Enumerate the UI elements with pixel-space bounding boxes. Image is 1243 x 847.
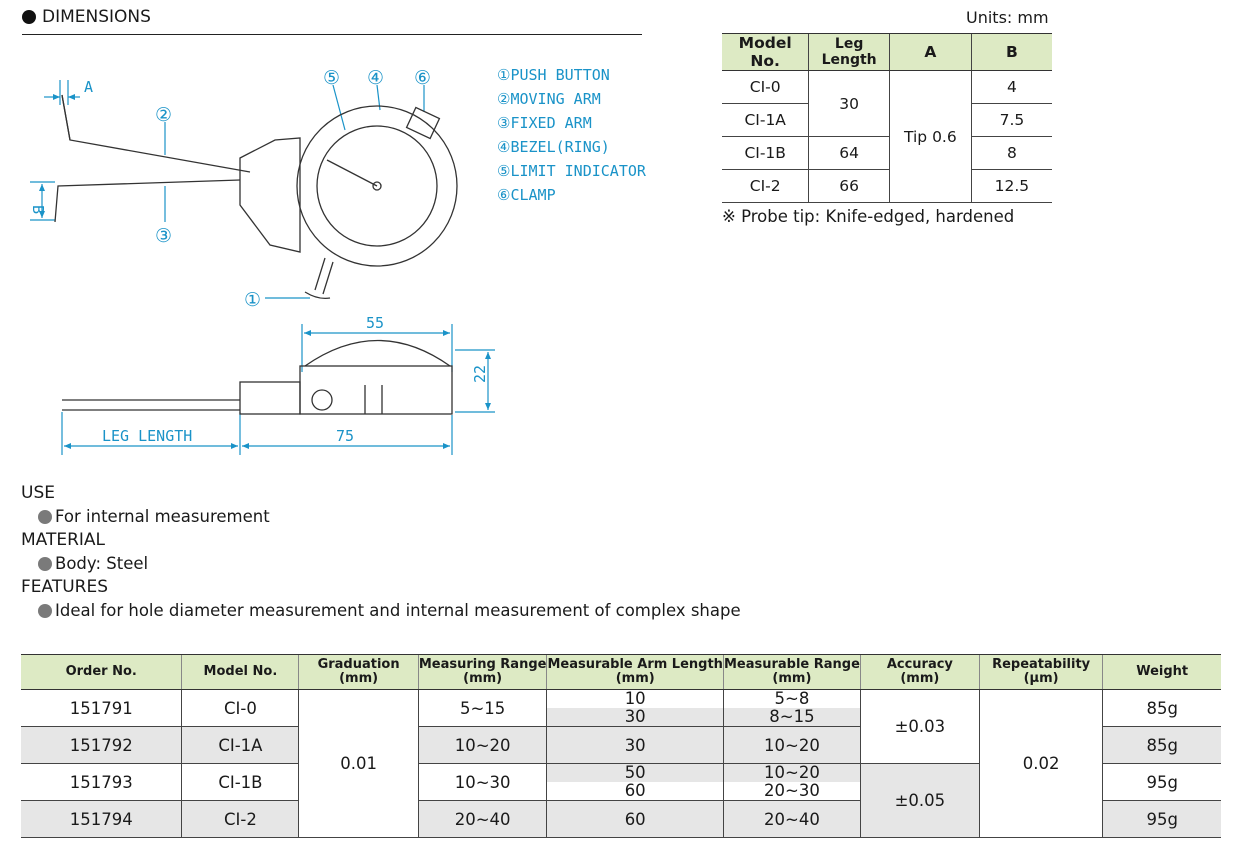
- section-material: MATERIAL: [21, 530, 106, 550]
- cell: 64: [809, 137, 890, 170]
- col-header: Model No.: [722, 34, 809, 71]
- col-header: Accuracy (mm): [860, 655, 979, 690]
- legend-clamp: ⑥CLAMP: [497, 186, 556, 204]
- leg-length-label: LEG LENGTH: [102, 427, 193, 445]
- col-header: Measurable Range (mm): [723, 655, 860, 690]
- callout-4: ④: [367, 67, 385, 89]
- cell: 151791: [21, 690, 182, 727]
- cell: CI-2: [182, 801, 299, 838]
- cell: CI-1B: [182, 764, 299, 801]
- col-header: Weight: [1103, 655, 1221, 690]
- legend-limit-indicator: ⑤LIMIT INDICATOR: [497, 162, 646, 180]
- cell: CI-1A: [182, 727, 299, 764]
- cell: 10~20 20~30: [723, 764, 860, 801]
- cell: 85g: [1103, 690, 1221, 727]
- cell: 10~20: [418, 727, 547, 764]
- spec-table: [21, 654, 1221, 838]
- cell: CI-0: [182, 690, 299, 727]
- cell: 151794: [21, 801, 182, 838]
- table-row: [21, 690, 1221, 727]
- cell: 10~20: [723, 727, 860, 764]
- callout-2: ②: [155, 104, 173, 126]
- cell: CI-1B: [722, 137, 809, 170]
- col-header: A: [889, 34, 971, 71]
- cell: 20~40: [418, 801, 547, 838]
- cell: 151793: [21, 764, 182, 801]
- cell: 50 60: [547, 764, 723, 801]
- material-item: Body: Steel: [38, 554, 148, 573]
- col-header: B: [971, 34, 1052, 71]
- cell: 0.01: [299, 690, 418, 838]
- features-item: Ideal for hole diameter measurement and internal measurement of complex shape: [38, 601, 741, 620]
- dimension-table: [722, 33, 1052, 203]
- col-header: Model No.: [182, 655, 299, 690]
- table-header-row: [722, 34, 1052, 71]
- dim-75: 75: [336, 427, 355, 445]
- cell: ±0.03: [860, 690, 979, 764]
- cell: CI-1A: [722, 104, 809, 137]
- probe-note: ※ Probe tip: Knife-edged, hardened: [722, 207, 1015, 226]
- col-header: Leg Length: [809, 34, 890, 71]
- section-title-dimensions: DIMENSIONS: [22, 7, 151, 27]
- callout-6: ⑥: [414, 67, 432, 89]
- cell: 30: [809, 71, 890, 137]
- cell: 95g: [1103, 801, 1221, 838]
- cell: Tip 0.6: [889, 71, 971, 203]
- dim-a-label: A: [84, 78, 94, 96]
- cell: 5~15: [418, 690, 547, 727]
- cell: 95g: [1103, 764, 1221, 801]
- cell: 10~30: [418, 764, 547, 801]
- cell: 10 30: [547, 690, 723, 727]
- bullet-icon: [38, 604, 52, 618]
- cell: 30: [547, 727, 723, 764]
- table-row: [722, 137, 1052, 170]
- cell: 66: [809, 170, 890, 203]
- table-row: [722, 170, 1052, 203]
- cell: 5~8 8~15: [723, 690, 860, 727]
- cell: 85g: [1103, 727, 1221, 764]
- section-features: FEATURES: [21, 577, 109, 597]
- cell: 7.5: [971, 104, 1052, 137]
- legend-bezel: ④BEZEL(RING): [497, 138, 610, 156]
- legend-moving-arm: ②MOVING ARM: [497, 90, 601, 108]
- cell: 8: [971, 137, 1052, 170]
- bullet-icon: [38, 557, 52, 571]
- section-use: USE: [21, 483, 55, 503]
- table-row: [722, 71, 1052, 104]
- col-header: Measuring Range (mm): [418, 655, 547, 690]
- cell: 20~40: [723, 801, 860, 838]
- cell: ±0.05: [860, 764, 979, 838]
- cell: 60: [547, 801, 723, 838]
- col-header: Repeatability (μm): [979, 655, 1103, 690]
- col-header: Order No.: [21, 655, 182, 690]
- legend-push-button: ①PUSH BUTTON: [497, 66, 610, 84]
- col-header: Measurable Arm Length (mm): [547, 655, 723, 690]
- cell: 151792: [21, 727, 182, 764]
- cell: 0.02: [979, 690, 1103, 838]
- units-label: Units: mm: [966, 8, 1049, 27]
- bullet-icon: [38, 510, 52, 524]
- table-header-row: [21, 655, 1221, 690]
- callout-3: ③: [155, 225, 173, 247]
- use-item: For internal measurement: [38, 507, 270, 526]
- cell: 4: [971, 71, 1052, 104]
- cell: CI-2: [722, 170, 809, 203]
- callout-1: ①: [244, 289, 262, 311]
- dim-b-label: B: [29, 205, 47, 215]
- callout-5: ⑤: [323, 67, 341, 89]
- dim-55: 55: [366, 314, 385, 332]
- cell: 12.5: [971, 170, 1052, 203]
- col-header: Graduation (mm): [299, 655, 418, 690]
- legend-fixed-arm: ③FIXED ARM: [497, 114, 592, 132]
- cell: CI-0: [722, 71, 809, 104]
- dim-22: 22: [471, 364, 489, 383]
